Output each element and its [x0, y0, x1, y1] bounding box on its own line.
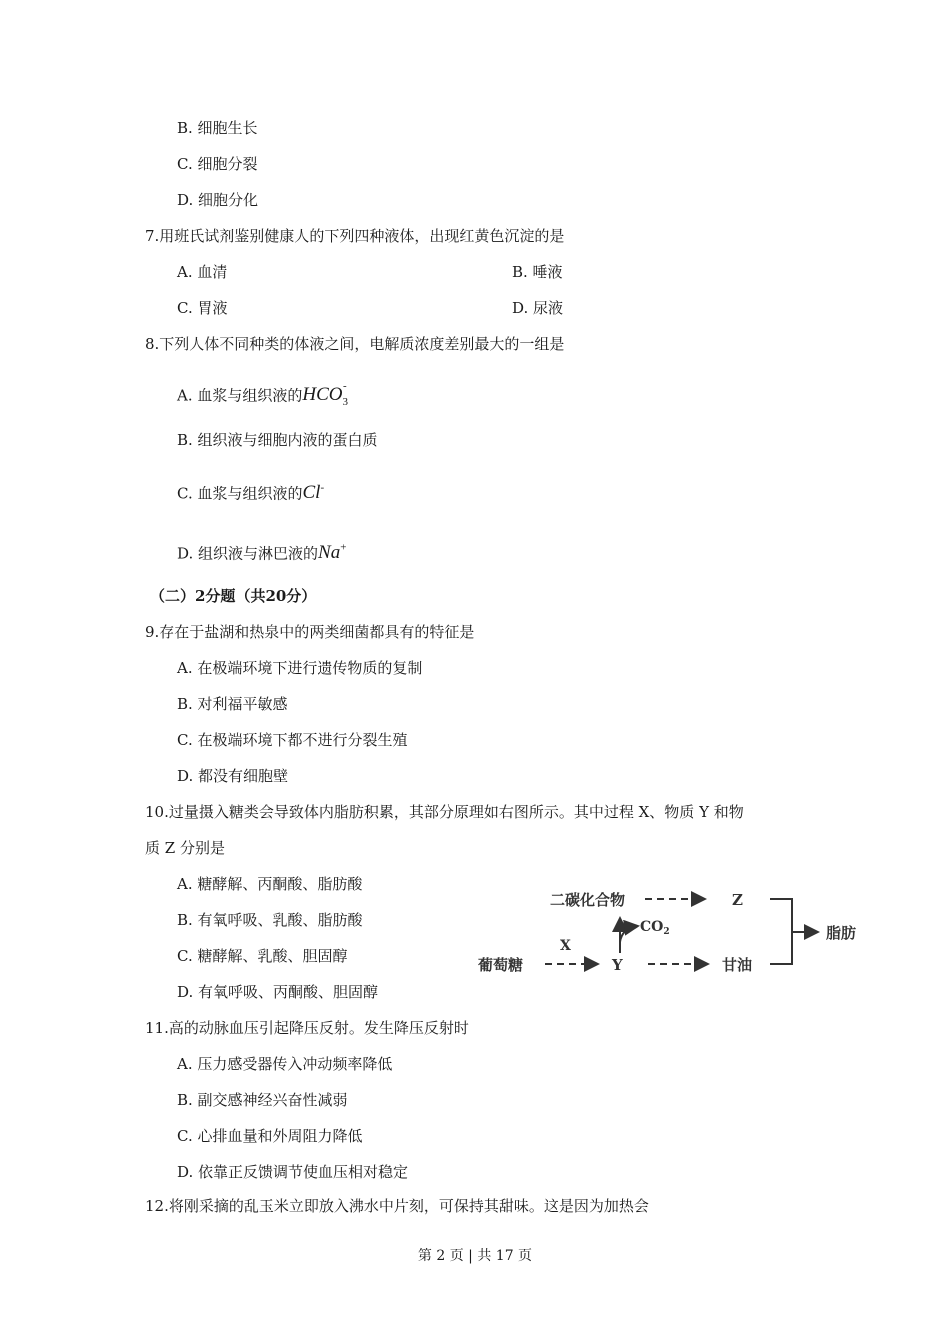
two-carbon-compound-label: 二碳化合物 [550, 891, 626, 909]
q8-option-d-text: D. 组织液与淋巴液的 [177, 544, 319, 563]
x-label: X [560, 938, 571, 954]
glucose-label: 葡萄糖 [478, 956, 524, 974]
q10-option-a: A. 糖酵解、丙酮酸、脂肪酸 [177, 875, 363, 893]
q8-option-c-text: C. 血浆与组织液的 [177, 484, 303, 503]
q8-option-a [177, 380, 347, 412]
co2-release-arrow [620, 926, 638, 942]
page-footer: 第 2 页 | 共 17 页 [417, 1248, 533, 1264]
q6-option-c: C. 细胞分裂 [177, 155, 258, 173]
q11-stem: 11.高的动脉血压引起降压反射。发生降压反射时 [145, 1019, 469, 1037]
q8-option-a-text: A. 血浆与组织液的 [177, 386, 303, 405]
bracket [770, 899, 792, 964]
q11-option-a: A. 压力感受器传入冲动频率降低 [177, 1055, 393, 1073]
q9-stem: 9.存在于盐湖和热泉中的两类细菌都具有的特征是 [145, 623, 475, 641]
q8-option-d [177, 538, 346, 563]
chloride-formula: Cl- [302, 482, 325, 504]
q10-stem-line1: 10.过量摄入糖类会导致体内脂肪积累，其部分原理如右图所示。其中过程 X、物质 Y 和物 [145, 803, 744, 821]
q7-option-d: D. 尿液 [512, 299, 564, 317]
q7-option-b: B. 唾液 [512, 263, 563, 281]
q10-option-b: B. 有氧呼吸、乳酸、脂肪酸 [177, 911, 363, 929]
q8-stem: 8.下列人体不同种类的体液之间，电解质浓度差别最大的一组是 [145, 335, 565, 353]
co2-label: $CO_2$ [640, 919, 670, 937]
bicarbonate-formula: $HCO_3^-$ [302, 380, 348, 409]
q9-option-c: C. 在极端环境下都不进行分裂生殖 [177, 731, 408, 749]
q10-stem-line2: 质 Z 分别是 [145, 839, 225, 857]
q6-option-d: D. 细胞分化 [177, 191, 259, 209]
q11-option-c: C. 心排血量和外周阻力降低 [177, 1127, 363, 1145]
fat-label: 脂肪 [826, 924, 857, 942]
q9-option-a: A. 在极端环境下进行遗传物质的复制 [177, 659, 423, 677]
fat-synthesis-diagram [470, 880, 870, 980]
q7-option-c: C. 胃液 [177, 299, 228, 317]
glycerol-label: 甘油 [722, 956, 753, 974]
q11-option-d: D. 依靠正反馈调节使血压相对稳定 [177, 1163, 409, 1181]
sodium-formula: Na+ [318, 542, 347, 564]
section-heading: （二）2分题（共20分） [150, 587, 317, 605]
z-label: Z [732, 891, 743, 909]
q7-option-a: A. 血清 [177, 263, 228, 281]
y-label: Y [612, 956, 623, 974]
q10-option-c: C. 糖酵解、乳酸、胆固醇 [177, 947, 348, 965]
q10-option-d: D. 有氧呼吸、丙酮酸、胆固醇 [177, 983, 379, 1001]
q6-option-b: B. 细胞生长 [177, 119, 258, 137]
q7-stem: 7.用班氏试剂鉴别健康人的下列四种液体，出现红黄色沉淀的是 [145, 227, 565, 245]
q9-option-d: D. 都没有细胞壁 [177, 767, 289, 785]
q11-option-b: B. 副交感神经兴奋性减弱 [177, 1091, 348, 1109]
q12-stem: 12.将刚采摘的乱玉米立即放入沸水中片刻，可保持其甜味。这是因为加热会 [145, 1197, 649, 1215]
q8-option-c [177, 478, 324, 503]
q9-option-b: B. 对利福平敏感 [177, 695, 288, 713]
q8-option-b: B. 组织液与细胞内液的蛋白质 [177, 431, 378, 449]
